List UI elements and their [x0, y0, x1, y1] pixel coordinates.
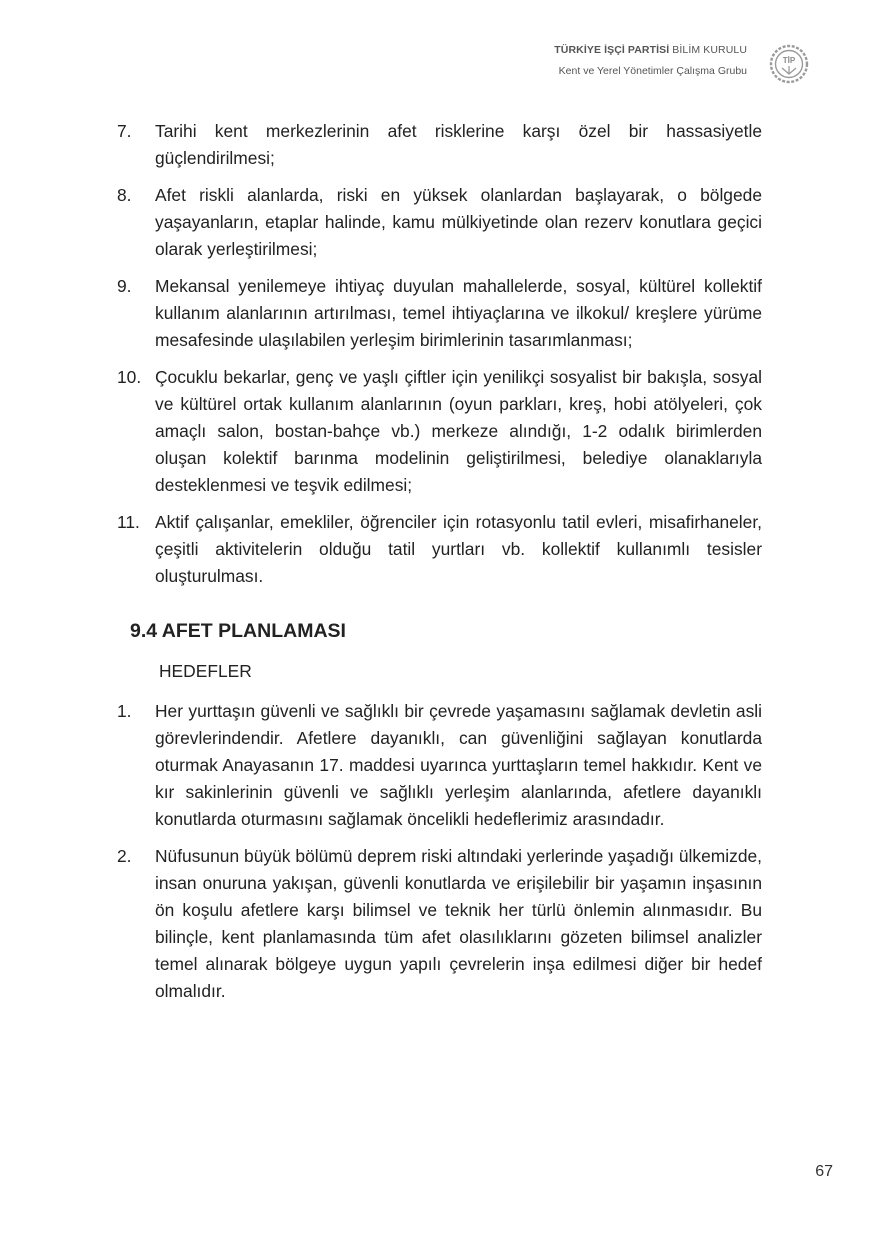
list-item: [117, 118, 762, 172]
running-header: [554, 44, 747, 77]
list-item-text: Her yurttaşın güvenli ve sağlıklı bir çevrede yaşamasını sağlamak devletin asli görevlerindendir. Afetlere dayanıklı, can güvenliğini sağlayan konutlarda oturmak Anayasanın 17. maddesi uyarınca yurttaşların temel hakkıdır. Kent ve kır sakinlerinin güvenli ve sağlıklı yerleşim alanlarında, afetlere dayanıklı konutlarda oturmasını sağlamak öncelikli hedeflerimiz arasındadır.: [155, 701, 762, 829]
list-item-number: 9.: [117, 276, 132, 296]
list-item-text: Afet riskli alanlarda, riski en yüksek olanlardan başlayarak, o bölgede yaşayanların, etaplar halinde, kamu mülkiyetinde olan rezerv konutlara geçici olarak yerleştirilmesi;: [155, 185, 762, 259]
list-item: [117, 273, 762, 354]
page-content: [117, 118, 762, 1015]
list-item-text: Aktif çalışanlar, emekliler, öğrenciler için rotasyonlu tatil evleri, misafirhaneler, çeşitli aktivitelerin olduğu tatil yurtları vb. kollektif kullanımlı tesisler oluşturulması.: [155, 512, 762, 586]
list-item: [117, 843, 762, 1005]
list-top: [117, 118, 762, 590]
list-item-text: Çocuklu bekarlar, genç ve yaşlı çiftler için yenilikçi sosyalist bir bakışla, sosyal ve kültürel ortak kullanım alanlarının (oyun parkları, kreş, hobi atölyeleri, çok amaçlı salon, bostan-bahçe vb.) merkeze alındığı, 1-2 odalık birimlerden oluşan kolektif barınma modelinin geliştirilmesi, belediye olanaklarıyla desteklenmesi ve teşvik edilmesi;: [155, 367, 762, 495]
page-number: 67: [815, 1163, 833, 1180]
list-item-number: 2.: [117, 846, 132, 866]
list-item-number: 11.: [117, 512, 140, 532]
list-item: [117, 182, 762, 263]
logo-text: TİP: [782, 56, 796, 65]
list-item: [117, 364, 762, 499]
list-item-text: Mekansal yenilemeye ihtiyaç duyulan mahallelerde, sosyal, kültürel kollektif kullanım alanlarının artırılması, temel ihtiyaçlarına ve ilkokul/ kreşlere yürüme mesafesinde ulaşılabilen yerleşim birimlerinin tasarımlanması;: [155, 276, 762, 350]
list-item-text: Tarihi kent merkezlerinin afet risklerine karşı özel bir hassasiyetle güçlendirilmesi;: [155, 121, 762, 168]
section-subhead: HEDEFLER: [159, 661, 252, 681]
list-item-number: 10.: [117, 367, 142, 387]
list-item-number: 7.: [117, 121, 132, 141]
section-title: 9.4 AFET PLANLAMASI: [130, 620, 346, 642]
list-item-number: 8.: [117, 185, 132, 205]
list-bottom: [117, 698, 762, 1005]
header-org: [554, 44, 747, 56]
tip-logo-icon: [769, 44, 809, 84]
list-item: [117, 509, 762, 590]
header-subtitle: Kent ve Yerel Yönetimler Çalışma Grubu: [558, 65, 747, 77]
header-org-bold: TÜRKİYE İŞÇİ PARTİSİ: [554, 44, 670, 56]
list-item-number: 1.: [117, 701, 132, 721]
list-item-text: Nüfusunun büyük bölümü deprem riski altındaki yerlerinde yaşadığı ülkemizde, insan onuruna yakışan, güvenli konutlarda ve erişilebilir bir yaşamın inşasının ön koşulu afetlere karşı bilimsel ve teknik her türlü önlemin alınmasıdır. Bu bilinçle, kent planlamasında tüm afet olasılıklarını gözeten bilimsel analizler temel alınarak bölgeye uygun yapılı çevrelerin inşa edilmesi diğer bir hedef olmalıdır.: [155, 846, 762, 1001]
list-item: [117, 698, 762, 833]
header-org-rest: BİLİM KURULU: [669, 44, 747, 56]
